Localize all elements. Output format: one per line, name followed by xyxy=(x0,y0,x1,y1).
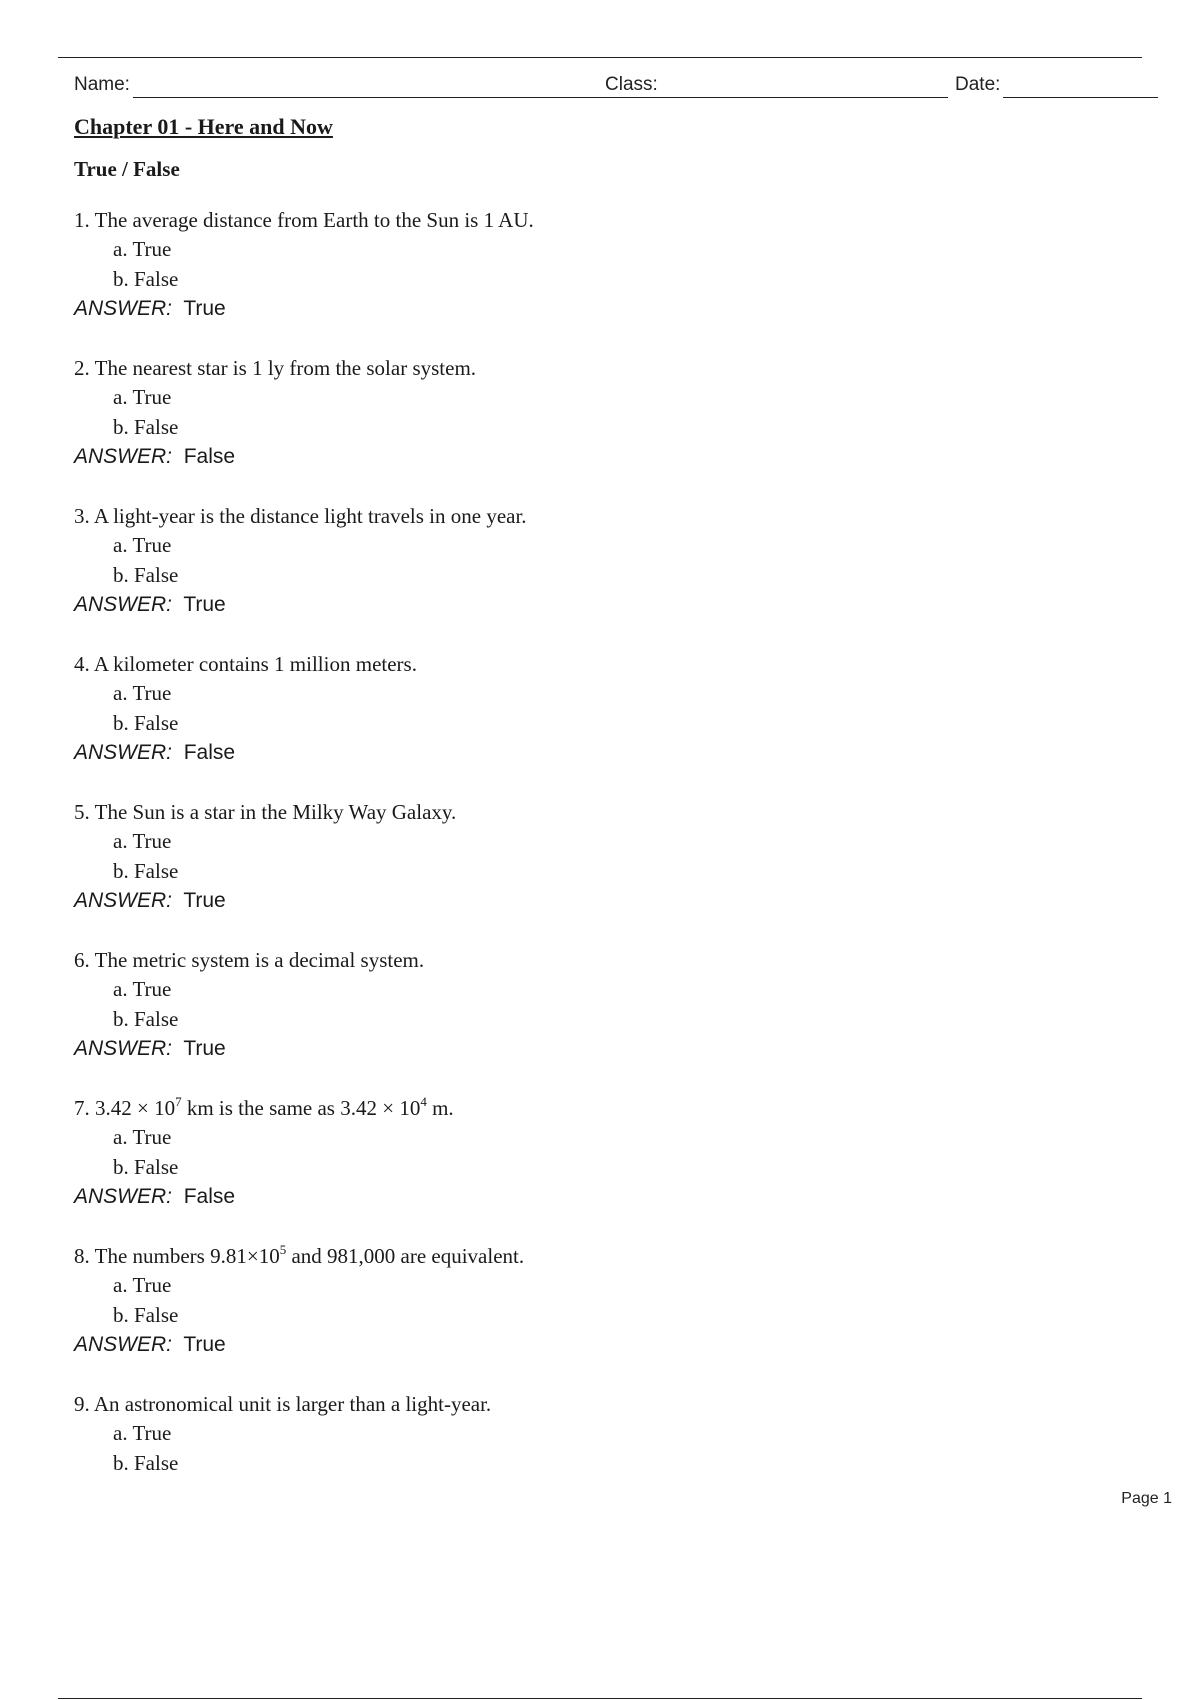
top-rule xyxy=(58,57,1142,58)
question-1 xyxy=(74,206,1134,324)
answer-label: ANSWER: xyxy=(74,1333,173,1356)
answer-value: True xyxy=(183,297,226,320)
question-text: 7. $3.42 \times 10^7$ km is the same as $3.42 \times 10^4$ m. xyxy=(74,1094,454,1120)
answer-label: ANSWER: xyxy=(74,445,173,468)
choice-a: a. True xyxy=(113,1421,172,1445)
question-6 xyxy=(74,946,1134,1064)
question-list xyxy=(74,206,1134,1478)
choice-b: b. False xyxy=(113,1303,179,1327)
date-field[interactable] xyxy=(1003,97,1158,98)
answer-value: True xyxy=(183,889,226,912)
question-text: 4. A kilometer contains 1 million meters. xyxy=(74,652,417,676)
question-text: 6. The metric system is a decimal system. xyxy=(74,948,425,972)
choice-a: a. True xyxy=(113,681,172,705)
answer-label: ANSWER: xyxy=(74,1185,173,1208)
choice-b: b. False xyxy=(113,415,179,439)
choice-a: a. True xyxy=(113,533,172,557)
section-title: True / False xyxy=(74,157,180,181)
choice-a: a. True xyxy=(113,237,172,261)
question-text: 3. A light-year is the distance light travels in one year. xyxy=(74,504,527,528)
answer-value: False xyxy=(183,1185,236,1208)
question-5 xyxy=(74,798,1134,916)
choice-b: b. False xyxy=(113,1155,179,1179)
answer-value: False xyxy=(183,445,236,468)
choice-a: a. True xyxy=(113,977,172,1001)
answer-value: True xyxy=(183,1037,226,1060)
choice-a: a. True xyxy=(113,1125,172,1149)
answer-label: ANSWER: xyxy=(74,741,173,764)
answer-value: True xyxy=(183,593,226,616)
answer-value: True xyxy=(183,1333,226,1356)
choice-a: a. True xyxy=(113,829,172,853)
answer-line xyxy=(74,886,1134,916)
chapter-title: Chapter 01 - Here and Now xyxy=(74,114,333,139)
answer-line xyxy=(74,1330,1134,1360)
answer-line xyxy=(74,590,1134,620)
answer-value: False xyxy=(183,741,236,764)
question-text: 9. An astronomical unit is larger than a light-year. xyxy=(74,1392,492,1416)
answer-label: ANSWER: xyxy=(74,297,173,320)
choice-b: b. False xyxy=(113,859,179,883)
choice-b: b. False xyxy=(113,711,179,735)
choice-a: a. True xyxy=(113,1273,172,1297)
question-8 xyxy=(74,1242,1134,1360)
choice-b: b. False xyxy=(113,1007,179,1031)
name-label: Name: xyxy=(74,74,130,95)
question-2 xyxy=(74,354,1134,472)
question-text: 8. The numbers $9.81\times 10^5$ and 981,000 are equivalent. xyxy=(74,1242,525,1268)
answer-label: ANSWER: xyxy=(74,1037,173,1060)
question-4 xyxy=(74,650,1134,768)
question-9 xyxy=(74,1390,1134,1478)
answer-line xyxy=(74,738,1134,768)
choice-a: a. True xyxy=(113,385,172,409)
class-label: Class: xyxy=(605,74,658,95)
answer-line xyxy=(74,294,1134,324)
name-field[interactable] xyxy=(133,97,674,98)
class-field[interactable] xyxy=(662,97,948,98)
answer-line xyxy=(74,442,1134,472)
bottom-rule xyxy=(58,1698,1142,1699)
question-7 xyxy=(74,1094,1134,1212)
choice-b: b. False xyxy=(113,1451,179,1475)
answer-line xyxy=(74,1034,1134,1064)
question-text: 5. The Sun is a star in the Milky Way Galaxy. xyxy=(74,800,457,824)
choice-b: b. False xyxy=(113,563,179,587)
answer-line xyxy=(74,1182,1134,1212)
page-number: Page 1 xyxy=(1121,1490,1172,1507)
choice-b: b. False xyxy=(113,267,179,291)
answer-label: ANSWER: xyxy=(74,593,173,616)
question-3 xyxy=(74,502,1134,620)
date-label: Date: xyxy=(955,74,1001,95)
question-text: 1. The average distance from Earth to the Sun is 1 AU. xyxy=(74,208,534,232)
document-body xyxy=(74,112,1134,1508)
answer-label: ANSWER: xyxy=(74,889,173,912)
question-text: 2. The nearest star is 1 ly from the solar system. xyxy=(74,356,477,380)
